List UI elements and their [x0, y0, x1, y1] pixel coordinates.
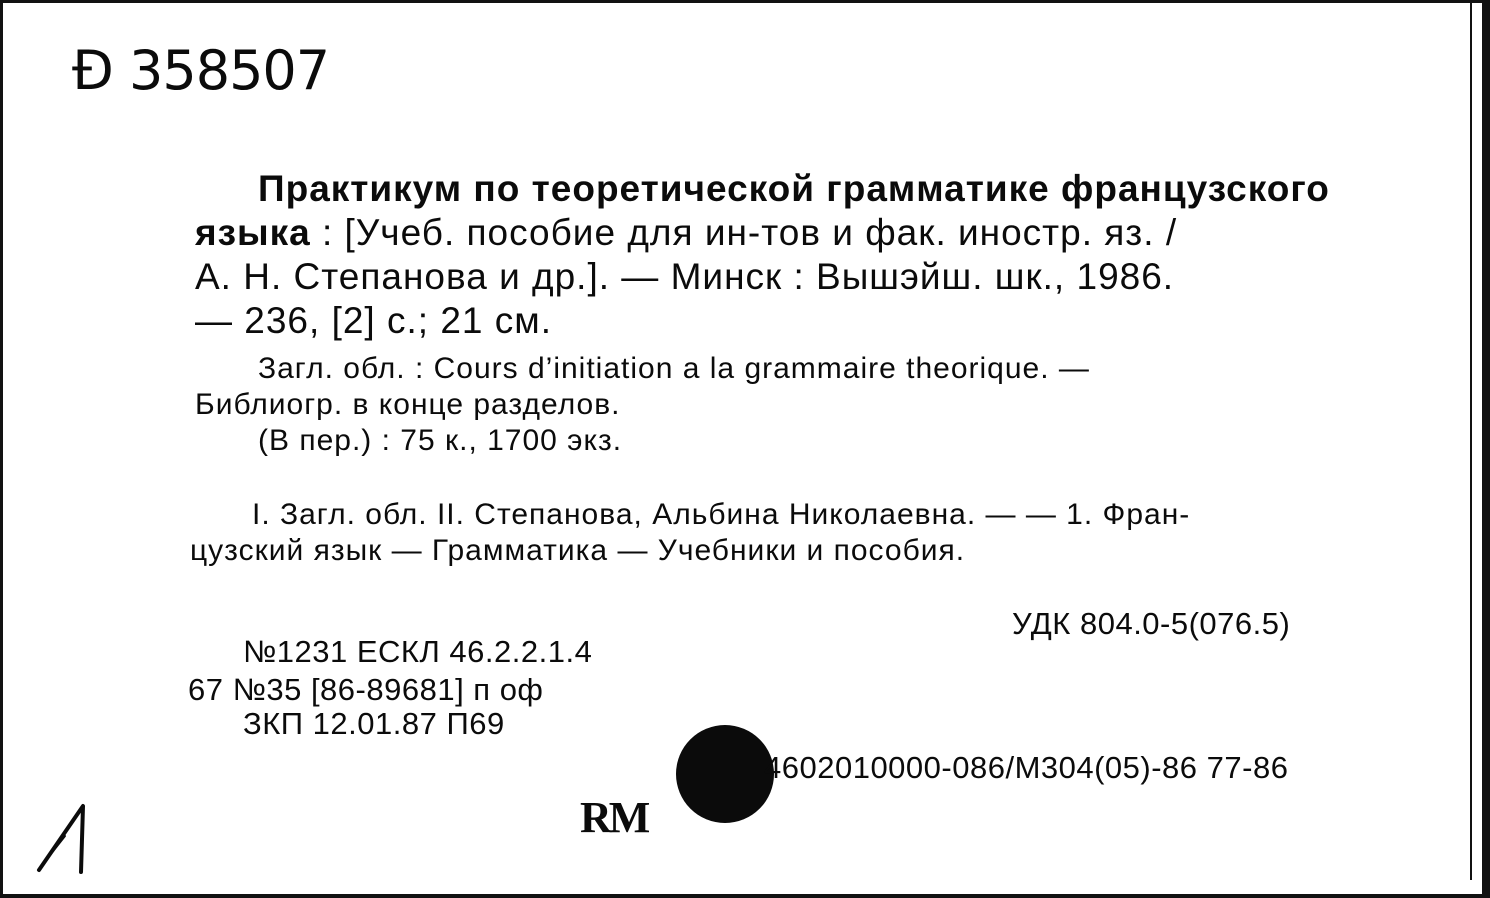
- extent-line: — 236, [2] с.; 21 см.: [195, 300, 552, 341]
- note-cover-title: Загл. обл. : Cours d’initiation a la grammaire theorique. —: [258, 352, 1090, 385]
- classification-code: 4602010000-086/М304(05)-86 77-86: [764, 750, 1289, 785]
- registration-line-3: ЗКП 12.01.87 П69: [243, 706, 505, 741]
- note-bibliography: Библиогр. в конце разделов.: [195, 388, 621, 421]
- title-line-2-rest: : [Учеб. пособие для ин-тов и фак. иностр. яз. /: [310, 212, 1178, 253]
- title-line-2-bold: языка: [195, 212, 311, 253]
- card-bottom-edge: [0, 894, 1490, 898]
- registration-line-1: №1231 ЕСКЛ 46.2.2.1.4: [243, 634, 593, 669]
- tracing-line-2: цузский язык — Грамматика — Учебники и пособия.: [190, 534, 966, 567]
- publication-line: А. Н. Степанова и др.]. — Минск : Вышэйш. шк., 1986.: [195, 256, 1175, 297]
- handwritten-one-mark: [35, 800, 105, 875]
- card-right-inner-edge: [1470, 0, 1472, 880]
- card-right-edge: [1482, 0, 1490, 898]
- tracing-line-1: I. Загл. обл. II. Степанова, Альбина Николаевна. — — 1. Фран-: [252, 498, 1191, 531]
- title-line-1: Практикум по теоретической грамматике французского: [258, 168, 1330, 209]
- rm-stamp: RM: [580, 793, 648, 842]
- card-left-edge: [0, 0, 3, 898]
- udc-line: УДК 804.0-5(076.5): [1012, 606, 1291, 641]
- title-line-2: [195, 214, 1177, 251]
- registration-line-2: 67 №35 [86-89681] п оф: [188, 672, 544, 707]
- card-top-edge: [0, 0, 1490, 3]
- price-line: (В пер.) : 75 к., 1700 экз.: [258, 424, 623, 457]
- call-number: Ð 358507: [72, 39, 330, 102]
- punch-hole: [676, 725, 774, 823]
